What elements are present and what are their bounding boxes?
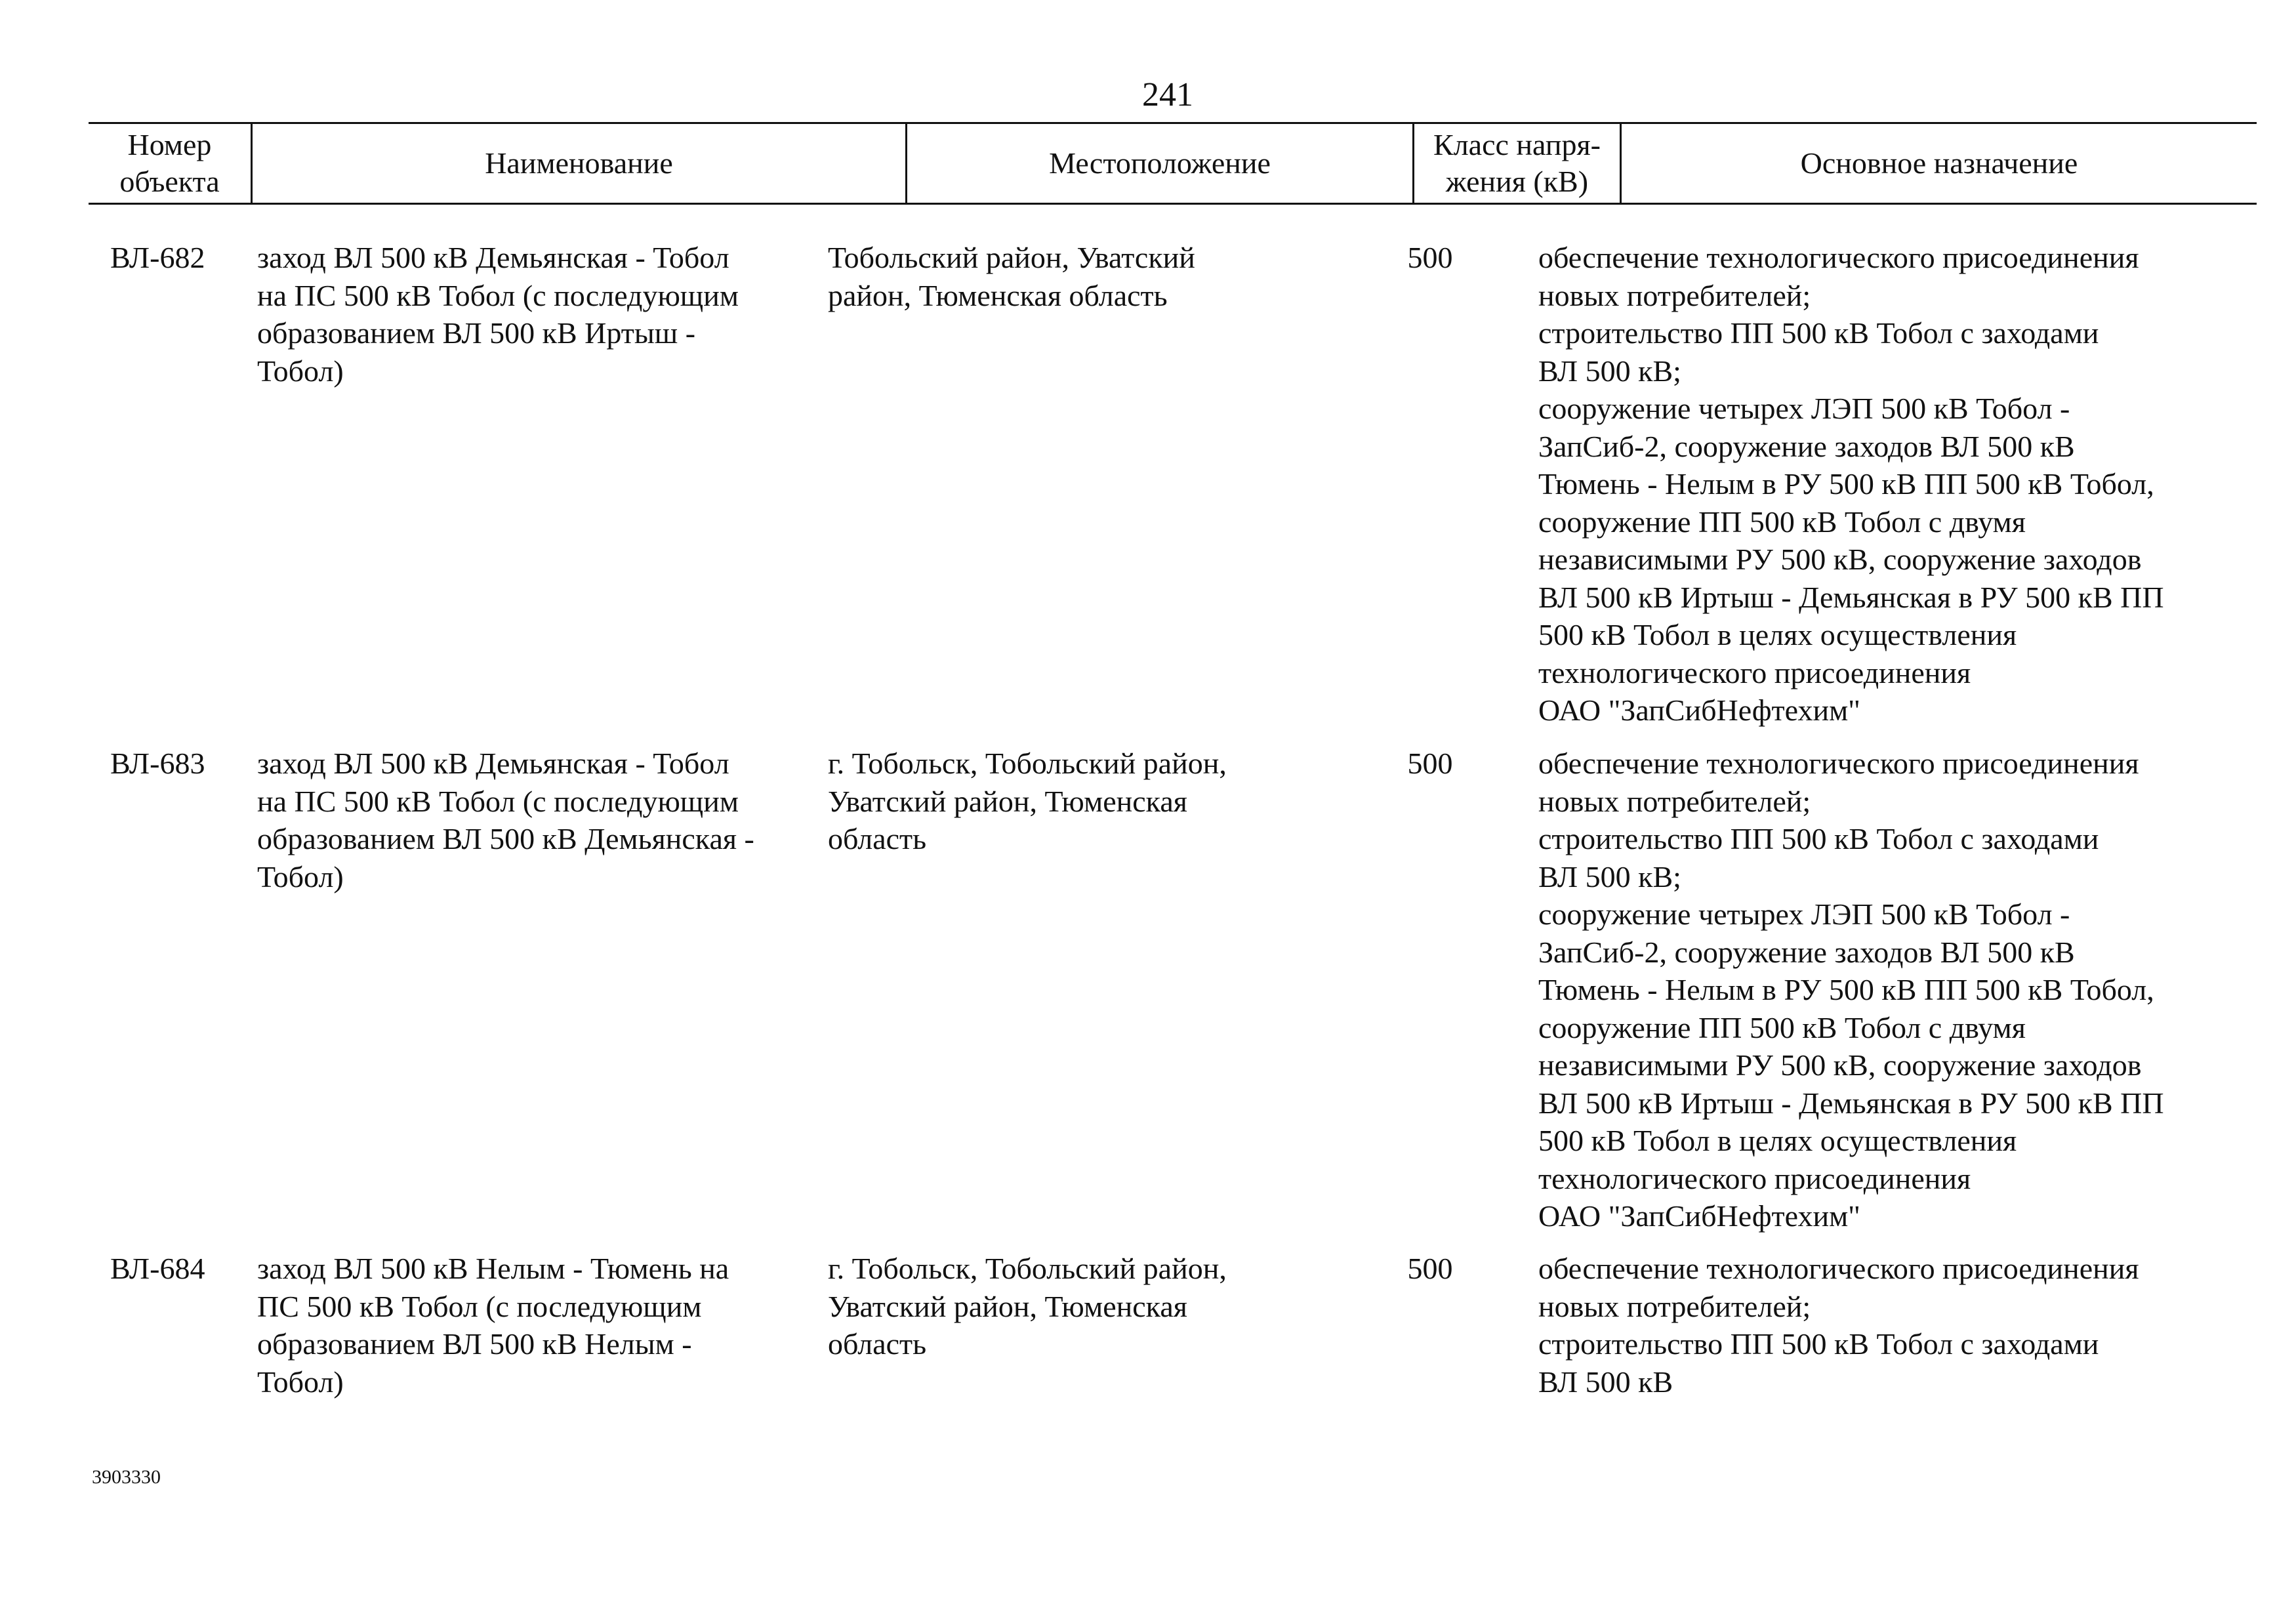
header-number: Номер объекта bbox=[119, 128, 220, 198]
object-number: ВЛ-684 bbox=[110, 1252, 205, 1285]
voltage-class: 500 bbox=[1407, 747, 1453, 780]
voltage-class: 500 bbox=[1407, 241, 1453, 274]
object-number: ВЛ-683 bbox=[110, 747, 205, 780]
object-name: заход ВЛ 500 кВ Демьянская - Тобол на ПС 500 кВ Тобол (с последующим образованием ВЛ 500 кВ Иртыш - Тобол) bbox=[257, 241, 739, 388]
object-purpose: обеспечение технологического присоединения новых потребителей; строительство ПП 500 кВ Тобол с заходами ВЛ 500 кВ; сооружение четырех ЛЭП 500 кВ Тобол - ЗапСиб-2, сооружение заходов ВЛ 500 кВ Тюмень - Нелым в РУ 500 кВ ПП 500 кВ Тобол, сооружение ПП 500 кВ Тобол с двумя независимыми РУ 500 кВ, сооружение заходов ВЛ 500 кВ Иртыш - Демьянская в РУ 500 кВ ПП 500 кВ Тобол в целях осуществления технологического присоединения ОАО "ЗапСибНефтехим" bbox=[1538, 241, 2164, 727]
object-purpose: обеспечение технологического присоединения новых потребителей; строительство ПП 500 кВ Тобол с заходами ВЛ 500 кВ; сооружение четырех ЛЭП 500 кВ Тобол - ЗапСиб-2, сооружение заходов ВЛ 500 кВ Тюмень - Нелым в РУ 500 кВ ПП 500 кВ Тобол, сооружение ПП 500 кВ Тобол с двумя независимыми РУ 500 кВ, сооружение заходов ВЛ 500 кВ Иртыш - Демьянская в РУ 500 кВ ПП 500 кВ Тобол в целях осуществления технологического присоединения ОАО "ЗапСибНефтехим" bbox=[1538, 747, 2164, 1233]
header-location: Местоположение bbox=[1049, 146, 1271, 180]
header-purpose: Основное назначение bbox=[1800, 146, 2078, 180]
object-name: заход ВЛ 500 кВ Нелым - Тюмень на ПС 500 кВ Тобол (с последующим образованием ВЛ 500 кВ Нелым - Тобол) bbox=[257, 1252, 729, 1399]
voltage-class: 500 bbox=[1407, 1252, 1453, 1285]
page-number: 241 bbox=[1142, 76, 1193, 113]
header-voltage: Класс напря- жения (кВ) bbox=[1433, 128, 1601, 198]
object-location: г. Тобольск, Тобольский район, Уватский район, Тюменская область bbox=[828, 747, 1227, 855]
object-location: Тобольский район, Уватский район, Тюменская область bbox=[828, 241, 1195, 312]
header-name: Наименование bbox=[485, 146, 673, 180]
document-code: 3903330 bbox=[92, 1466, 161, 1488]
object-name: заход ВЛ 500 кВ Демьянская - Тобол на ПС 500 кВ Тобол (с последующим образованием ВЛ 500 кВ Демьянская - Тобол) bbox=[257, 747, 754, 893]
object-location: г. Тобольск, Тобольский район, Уватский район, Тюменская область bbox=[828, 1252, 1227, 1361]
table-header bbox=[89, 122, 2257, 205]
object-purpose: обеспечение технологического присоединения новых потребителей; строительство ПП 500 кВ Тобол с заходами ВЛ 500 кВ bbox=[1538, 1252, 2139, 1399]
object-number: ВЛ-682 bbox=[110, 241, 205, 274]
